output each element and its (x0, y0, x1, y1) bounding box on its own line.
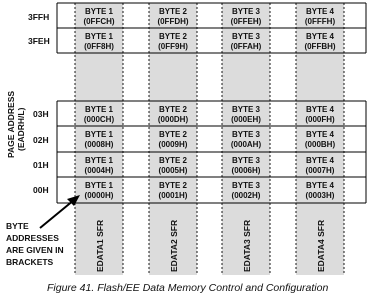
axis-label-line2: (EADRH/L) (16, 107, 26, 151)
cell-byte-label: BYTE 1 (84, 130, 114, 139)
note-line-4: BRACKETS (6, 257, 54, 267)
cell-address-label: (000FH) (305, 115, 335, 124)
cell-address-label: (0FFCH) (83, 17, 115, 26)
note-arrow (40, 195, 80, 228)
cell-byte-label: BYTE 4 (305, 156, 335, 165)
cell-byte-label: BYTE 3 (231, 181, 261, 190)
cell-address-label: (0FFDH) (157, 17, 189, 26)
cell-address-label: (0004H) (84, 166, 114, 175)
page-label-03h: 03H (33, 109, 49, 119)
cell-address-label: (0FF8H) (84, 42, 114, 51)
note-line-2: ADDRESSES (6, 233, 59, 243)
cell-byte-label: BYTE 3 (231, 156, 261, 165)
sfr-label-edata4: EDATA4 SFR (316, 219, 326, 272)
page-label-00h: 00H (33, 185, 49, 195)
sfr-labels (95, 220, 326, 272)
page-address-axis-label (6, 91, 26, 158)
cell-address-label: (000DH) (157, 115, 189, 124)
cell-address-label: (000EH) (231, 115, 261, 124)
cell-byte-label: BYTE 4 (305, 130, 335, 139)
cell-address-label: (0005H) (158, 166, 188, 175)
cell-address-label: (000CH) (83, 115, 115, 124)
cell-byte-label: BYTE 1 (84, 105, 114, 114)
page-label-02h: 02H (33, 135, 49, 145)
cell-byte-label: BYTE 2 (158, 130, 188, 139)
note-line-1: BYTE (6, 221, 29, 231)
cell-address-label: (000AH) (230, 140, 262, 149)
cell-byte-label: BYTE 3 (231, 105, 261, 114)
cell-byte-label: BYTE 3 (231, 130, 261, 139)
cell-byte-label: BYTE 4 (305, 105, 335, 114)
cell-byte-label: BYTE 2 (158, 32, 188, 41)
cell-address-label: (0002H) (231, 191, 261, 200)
page-label-3ffh: 3FFH (28, 12, 50, 22)
sfr-label-edata2: EDATA2 SFR (169, 219, 179, 272)
cell-byte-label: BYTE 1 (84, 32, 114, 41)
cell-byte-label: BYTE 1 (84, 7, 114, 16)
cell-address-label: (0000H) (84, 191, 114, 200)
cell-byte-label: BYTE 2 (158, 181, 188, 190)
cell-byte-label: BYTE 1 (84, 181, 114, 190)
cell-byte-label: BYTE 2 (158, 105, 188, 114)
cell-address-label: (000BH) (304, 140, 336, 149)
cell-address-label: (0FFEH) (230, 17, 262, 26)
bracket-note (6, 221, 64, 267)
cell-byte-label: BYTE 2 (158, 156, 188, 165)
sfr-label-edata1: EDATA1 SFR (95, 219, 105, 272)
note-line-3: ARE GIVEN IN (6, 245, 64, 255)
cell-address-label: (0003H) (305, 191, 335, 200)
axis-label-line1: PAGE ADDRESS (6, 90, 16, 158)
cell-address-label: (0FF9H) (158, 42, 188, 51)
figure-caption: Figure 41. Flash/EE Data Memory Control and Configuration (47, 282, 329, 294)
cell-address-label: (0001H) (158, 191, 188, 200)
cell-address-label: (0FFBH) (304, 42, 336, 51)
cell-byte-label: BYTE 4 (305, 32, 335, 41)
sfr-label-edata3: EDATA3 SFR (242, 219, 252, 272)
cell-address-label: (0FFAH) (230, 42, 262, 51)
page-label-01h: 01H (33, 160, 49, 170)
cell-address-label: (0006H) (231, 166, 261, 175)
arrow-shaft (40, 200, 74, 228)
page-label-3feh: 3FEH (28, 36, 50, 46)
cell-address-label: (0008H) (84, 140, 114, 149)
cell-byte-label: BYTE 2 (158, 7, 188, 16)
cell-address-label: (0009H) (158, 140, 188, 149)
cell-address-label: (0007H) (305, 166, 335, 175)
cell-byte-label: BYTE 3 (231, 7, 261, 16)
cell-byte-label: BYTE 1 (84, 156, 114, 165)
cell-byte-label: BYTE 4 (305, 7, 335, 16)
page-address-labels (28, 12, 50, 195)
cell-byte-label: BYTE 3 (231, 32, 261, 41)
cell-address-label: (0FFFH) (304, 17, 336, 26)
cell-byte-label: BYTE 4 (305, 181, 335, 190)
